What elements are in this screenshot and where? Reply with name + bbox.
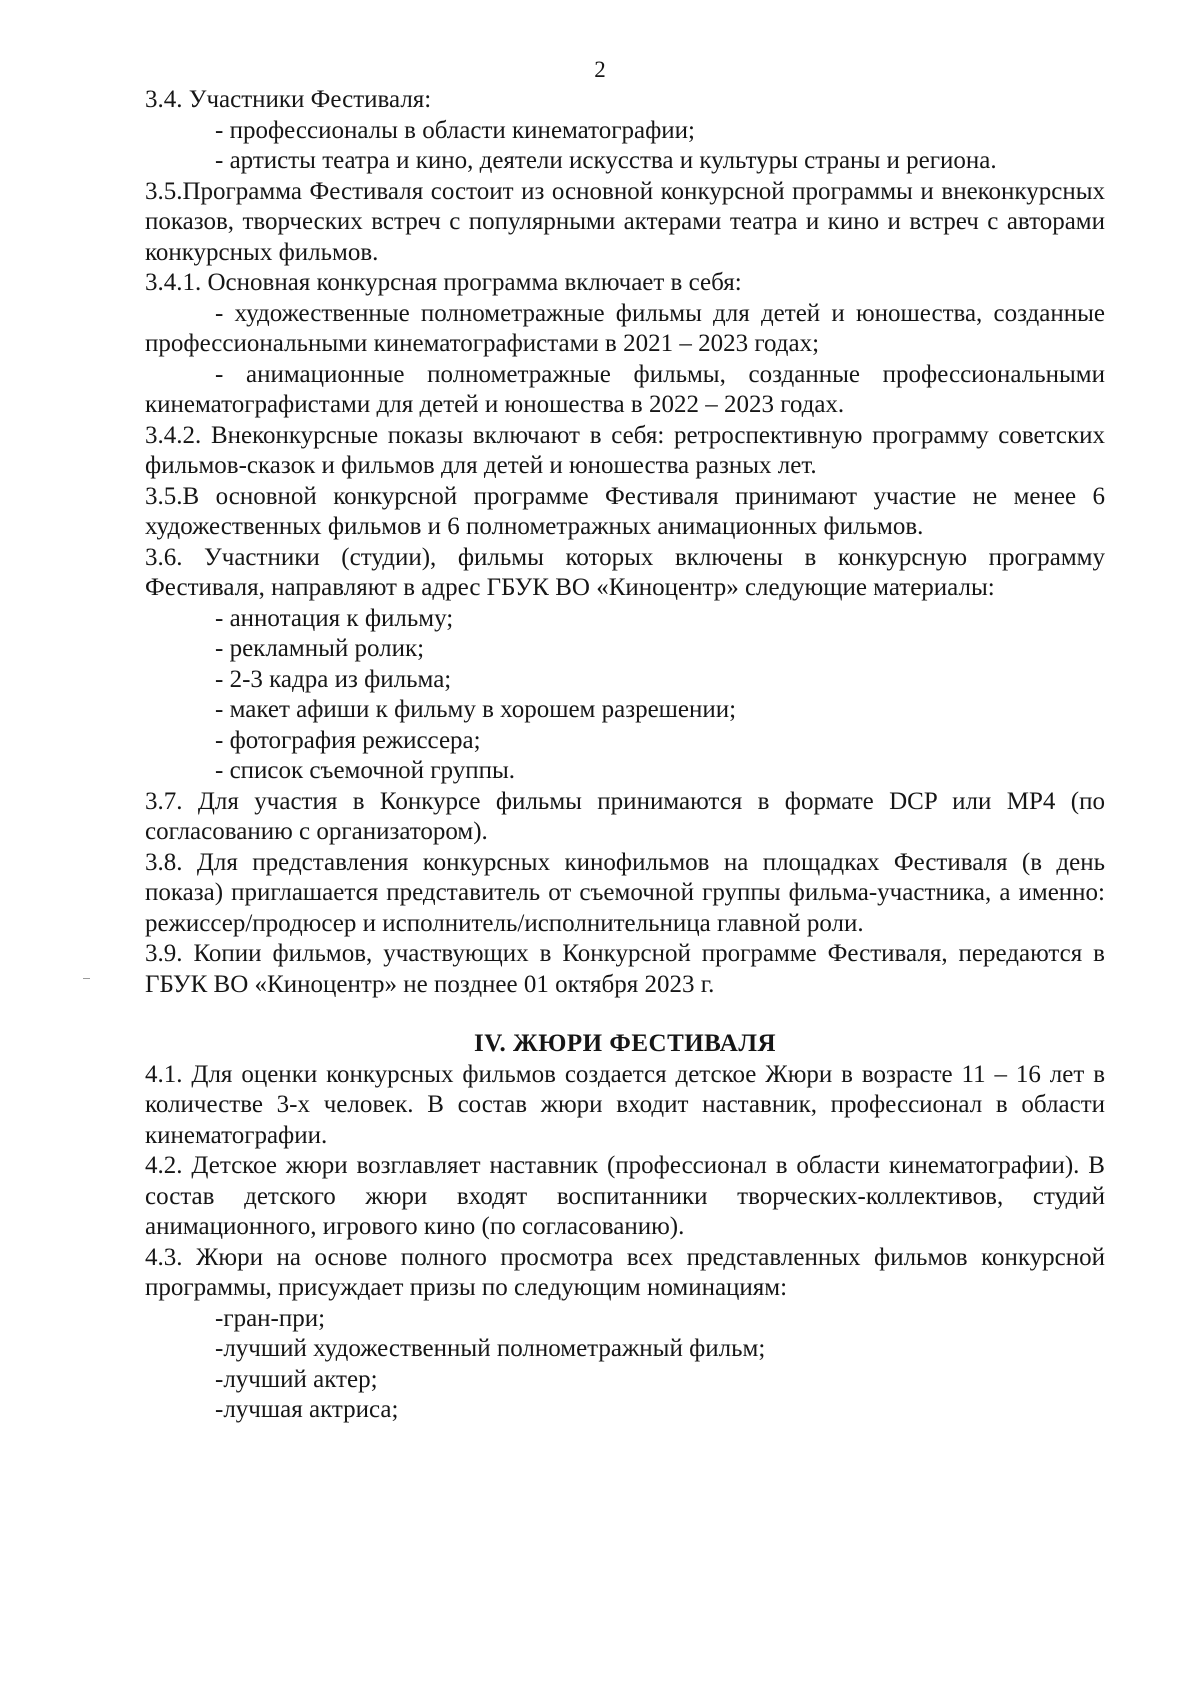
document-body xyxy=(145,85,1105,1426)
paragraph-3-7: 3.7. Для участия в Конкурсе фильмы принимаются в формате DCP или MP4 (по согласованию с организатором). xyxy=(145,787,1105,845)
section-heading-jury: IV. ЖЮРИ ФЕСТИВАЛЯ xyxy=(473,1030,777,1057)
paragraph-3-5b: 3.5.В основной конкурсной программе Фестиваля принимают участие не менее 6 художественных фильмов и 6 полнометражных анимационных фильмов. xyxy=(145,482,1105,540)
paragraph-3-4-1: 3.4.1. Основная конкурсная программа включает в себя: xyxy=(145,269,742,296)
paragraph-4-1: 4.1. Для оценки конкурсных фильмов создается детское Жюри в возрасте 11 – 16 лет в количестве 3-х человек. В состав жюри входит наставник, профессионал в области кинематографии. xyxy=(145,1060,1105,1149)
list-item: - 2-3 кадра из фильма; xyxy=(215,665,452,693)
list-item: - художественные полнометражные фильмы для детей и юношества, созданные профессиональными кинематографистами в 2021 – 2023 годах; xyxy=(145,299,1105,357)
list-item: -лучшая актриса; xyxy=(215,1396,399,1423)
paragraph-3-4-2: 3.4.2. Внеконкурсные показы включают в себя: ретроспективную программу советских фильмов-сказок и фильмов для детей и юношества разных лет. xyxy=(145,421,1105,479)
list-item: - артисты театра и кино, деятели искусства и культуры страны и региона. xyxy=(215,147,997,174)
list-item: -лучший художественный полнометражный фильм; xyxy=(215,1335,766,1362)
list-item: - макет афиши к фильму в хорошем разрешении; xyxy=(215,696,737,723)
list-item: - профессионалы в области кинематографии; xyxy=(215,116,695,144)
paragraph-4-2: 4.2. Детское жюри возглавляет наставник (профессионал в области кинематографии). В состав детского жюри входят воспитанники творческих-коллективов, студий анимационного, игрового кино (по согласованию). xyxy=(145,1152,1105,1240)
list-item: - анимационные полнометражные фильмы, созданные профессиональными кинематографистами для детей и юношества в 2022 – 2023 годах. xyxy=(145,360,1105,418)
paragraph-3-9: 3.9. Копии фильмов, участвующих в Конкурсной программе Фестиваля, передаются в ГБУК ВО «Киноцентр» не позднее 01 октября 2023 г. xyxy=(145,940,1105,998)
list-item: - рекламный ролик; xyxy=(215,635,425,662)
paragraph-3-4: 3.4. Участники Фестиваля: xyxy=(145,86,432,113)
list-item: - фотография режиссера; xyxy=(215,726,481,754)
page-number: 2 xyxy=(594,57,606,82)
list-item: - список съемочной группы. xyxy=(215,757,516,784)
paragraph-3-6: 3.6. Участники (студии), фильмы которых включены в конкурсную программу Фестиваля, направляют в адрес ГБУК ВО «Киноцентр» следующие материалы: xyxy=(145,543,1105,601)
paragraph-4-3: 4.3. Жюри на основе полного просмотра всех представленных фильмов конкурсной программы, присуждает призы по следующим номинациям: xyxy=(145,1243,1105,1301)
list-item: - аннотация к фильму; xyxy=(215,604,454,632)
paragraph-3-5: 3.5.Программа Фестиваля состоит из основной конкурсной программы и внеконкурсных показов, творческих встреч с популярными актерами театра и кино и встреч с авторами конкурсных фильмов. xyxy=(145,177,1105,266)
list-item: -гран-при; xyxy=(215,1304,326,1332)
paragraph-3-8: 3.8. Для представления конкурсных кинофильмов на площадках Фестиваля (в день показа) приглашается представитель от съемочной группы фильма-участника, а именно: режиссер/продюсер и исполнитель/исполнительница главной роли. xyxy=(145,848,1105,937)
list-item: -лучший актер; xyxy=(215,1365,378,1393)
scan-margin-mark xyxy=(83,978,90,979)
